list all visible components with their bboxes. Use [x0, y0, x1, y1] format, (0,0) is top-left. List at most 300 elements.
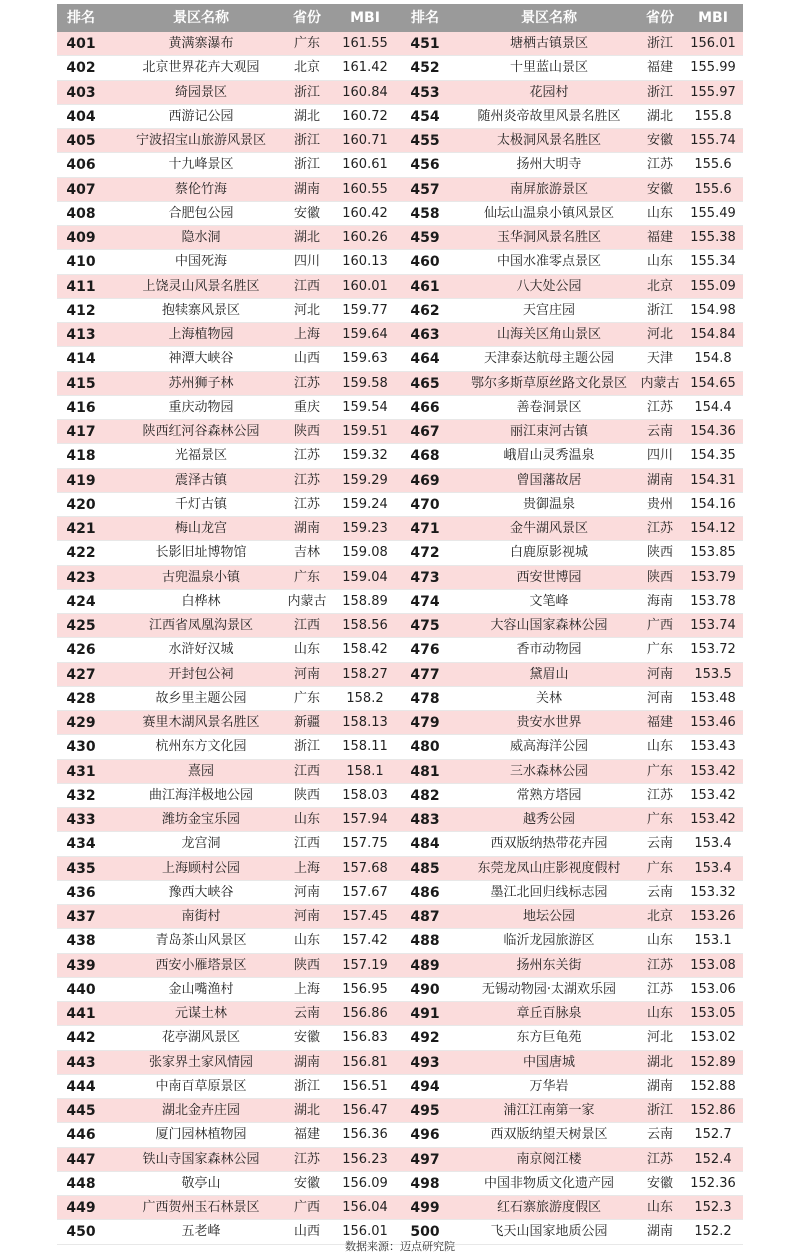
cell-mbi-left: 158.03: [342, 787, 388, 803]
cell-province-left: 陕西: [293, 787, 320, 803]
cell-mbi-right: 153.4: [694, 836, 732, 852]
cell-mbi-left: 156.51: [342, 1078, 388, 1094]
cell-province-left: 浙江: [293, 133, 320, 148]
cell-rank-right: 493: [410, 1054, 440, 1071]
table-row: [57, 857, 743, 881]
cell-mbi-right: 153.42: [690, 812, 736, 827]
cell-province-left: 四川: [293, 254, 320, 270]
cell-mbi-right: 152.2: [694, 1224, 732, 1240]
cell-name-right: 扬州东关街: [516, 957, 582, 973]
cell-province-right: 浙江: [646, 84, 673, 100]
cell-mbi-left: 159.29: [342, 472, 388, 488]
cell-province-left: 广西: [293, 1200, 320, 1215]
cell-name-right: 善卷洞景区: [516, 399, 582, 415]
cell-mbi-right: 153.4: [694, 860, 732, 876]
cell-mbi-right: 152.7: [694, 1127, 732, 1143]
cell-mbi-left: 158.13: [342, 715, 388, 730]
header-mbi-right: MBI: [698, 10, 728, 26]
cell-name-left: 广西贺州玉石林景区: [142, 1200, 260, 1215]
cell-mbi-right: 154.65: [690, 375, 736, 391]
table-row: [57, 1123, 743, 1147]
cell-name-left: 蔡伦竹海: [174, 181, 227, 197]
cell-province-left: 安徽: [293, 1175, 320, 1191]
cell-mbi-left: 159.04: [342, 569, 388, 585]
cell-mbi-right: 155.99: [690, 60, 736, 76]
cell-province-left: 陕西: [293, 957, 320, 973]
header-rank-left: 排名: [67, 10, 95, 26]
cell-rank-right: 481: [410, 763, 440, 780]
table-row: [57, 760, 743, 784]
cell-name-right: 无锡动物园·太湖欢乐园: [481, 981, 617, 997]
cell-name-right: 八大处公园: [516, 278, 582, 294]
cell-rank-left: 410: [66, 254, 96, 271]
cell-rank-left: 420: [66, 496, 96, 513]
table-row: [57, 275, 743, 299]
cell-rank-right: 485: [410, 860, 440, 877]
cell-name-left: 花亭湖风景区: [161, 1030, 240, 1046]
cell-province-left: 山东: [293, 933, 320, 949]
cell-name-left: 杭州东方文化园: [155, 739, 247, 755]
cell-province-left: 浙江: [293, 157, 320, 173]
cell-name-left: 光福景区: [174, 448, 227, 464]
cell-province-left: 江苏: [293, 1151, 320, 1167]
table-row: [57, 347, 743, 371]
cell-rank-left: 401: [66, 36, 96, 52]
cell-mbi-left: 159.24: [342, 496, 388, 512]
cell-province-right: 湖南: [646, 1078, 673, 1094]
cell-province-right: 北京: [646, 278, 673, 294]
cell-rank-left: 449: [66, 1200, 96, 1216]
cell-name-left: 合肥包公园: [168, 205, 234, 221]
cell-province-right: 广西: [646, 618, 673, 633]
cell-name-left: 白桦林: [181, 593, 221, 609]
cell-name-left: 青岛茶山风景区: [155, 933, 247, 949]
cell-mbi-left: 159.77: [342, 302, 388, 318]
cell-rank-left: 450: [66, 1224, 96, 1241]
cell-rank-right: 472: [410, 545, 440, 562]
cell-name-left: 中国死海: [174, 254, 227, 270]
cell-name-left: 隐水洞: [181, 230, 221, 245]
cell-mbi-left: 156.09: [342, 1175, 388, 1191]
cell-mbi-left: 157.42: [342, 933, 388, 949]
cell-mbi-right: 155.6: [694, 181, 732, 197]
cell-rank-right: 488: [410, 933, 440, 950]
cell-name-left: 赛里木湖风景名胜区: [142, 715, 260, 730]
table-row: [57, 1002, 743, 1026]
cell-province-left: 上海: [293, 327, 320, 342]
cell-province-left: 浙江: [293, 84, 320, 100]
cell-name-left: 长影旧址博物馆: [155, 545, 247, 561]
cell-mbi-right: 152.89: [690, 1054, 736, 1070]
cell-province-right: 江苏: [646, 1151, 673, 1167]
table-row: [57, 129, 743, 153]
cell-rank-left: 440: [66, 981, 96, 998]
table-row: [57, 663, 743, 687]
cell-rank-right: 459: [410, 230, 440, 246]
cell-province-left: 北京: [293, 60, 320, 76]
cell-province-left: 河南: [293, 666, 320, 682]
cell-rank-right: 469: [410, 472, 440, 489]
cell-rank-right: 489: [410, 957, 440, 974]
table-row: [57, 32, 743, 56]
table-row: [57, 1099, 743, 1123]
cell-mbi-left: 159.63: [342, 351, 388, 367]
cell-name-right: 常熟方塔园: [516, 787, 582, 803]
cell-name-left: 苏州狮子林: [168, 375, 234, 391]
cell-mbi-right: 155.8: [694, 108, 732, 124]
cell-rank-right: 451: [410, 36, 440, 52]
cell-name-right: 山海关区角山景区: [496, 327, 601, 342]
cell-name-right: 南京阅江楼: [516, 1151, 582, 1167]
cell-name-right: 文笔峰: [529, 593, 569, 609]
cell-mbi-right: 152.4: [694, 1151, 732, 1167]
cell-name-left: 西游记公园: [168, 108, 234, 124]
table-row: [57, 614, 743, 638]
cell-rank-right: 476: [410, 642, 440, 659]
table-row: [57, 1051, 743, 1075]
cell-province-right: 云南: [646, 424, 673, 439]
cell-rank-left: 412: [66, 302, 96, 319]
cell-mbi-left: 159.32: [342, 448, 388, 464]
cell-rank-left: 436: [66, 884, 96, 901]
cell-name-right: 仙坛山温泉小镇风景区: [483, 205, 614, 221]
cell-province-left: 山西: [293, 351, 320, 367]
cell-name-left: 曲江海洋极地公园: [148, 787, 253, 803]
ranking-table-body: [57, 32, 743, 1245]
cell-province-right: 江苏: [646, 521, 673, 536]
table-row: [57, 299, 743, 323]
cell-mbi-right: 154.35: [690, 448, 736, 464]
cell-mbi-left: 160.01: [342, 278, 388, 294]
cell-province-right: 河南: [646, 666, 673, 682]
cell-name-right: 白鹿原影视城: [509, 545, 588, 561]
table-header: [57, 4, 743, 32]
cell-mbi-left: 156.47: [342, 1103, 388, 1118]
cell-rank-right: 454: [410, 108, 440, 125]
table-row: [57, 905, 743, 929]
cell-rank-left: 444: [66, 1078, 96, 1095]
cell-province-left: 湖南: [293, 1054, 320, 1070]
cell-mbi-right: 154.36: [690, 424, 736, 439]
cell-province-left: 湖北: [293, 1103, 320, 1118]
cell-province-right: 四川: [646, 448, 673, 464]
cell-rank-right: 480: [410, 739, 440, 756]
cell-name-left: 中南百草原景区: [155, 1078, 247, 1094]
cell-name-left: 金山嘴渔村: [168, 981, 234, 997]
cell-name-right: 中国唐城: [522, 1054, 575, 1070]
cell-rank-right: 484: [410, 836, 440, 853]
cell-province-left: 河南: [293, 909, 320, 924]
cell-province-right: 浙江: [646, 1103, 673, 1118]
cell-rank-right: 460: [410, 254, 440, 271]
cell-name-left: 十九峰景区: [168, 157, 234, 173]
cell-province-left: 福建: [293, 1127, 320, 1143]
cell-mbi-right: 153.05: [690, 1006, 736, 1021]
cell-province-right: 云南: [646, 884, 673, 900]
cell-name-right: 威高海洋公园: [509, 739, 588, 755]
cell-province-left: 江西: [293, 618, 320, 633]
cell-province-right: 山东: [646, 1006, 673, 1021]
cell-mbi-left: 160.61: [342, 157, 388, 173]
cell-province-left: 江苏: [293, 448, 320, 464]
cell-name-right: 西安世博园: [516, 569, 582, 585]
cell-rank-right: 492: [410, 1030, 440, 1047]
cell-rank-left: 446: [66, 1127, 96, 1144]
cell-rank-left: 406: [66, 157, 96, 174]
cell-rank-left: 419: [66, 472, 96, 489]
cell-mbi-left: 158.89: [342, 593, 388, 609]
table-row: [57, 56, 743, 80]
cell-mbi-right: 152.3: [694, 1200, 732, 1215]
cell-mbi-left: 160.72: [342, 108, 388, 124]
table-row: [57, 105, 743, 129]
cell-name-right: 大容山国家森林公园: [490, 618, 608, 633]
cell-name-left: 水浒好汉城: [168, 642, 234, 658]
cell-rank-left: 422: [66, 545, 96, 562]
table-row: [57, 711, 743, 735]
cell-mbi-left: 156.04: [342, 1200, 388, 1215]
cell-mbi-left: 157.19: [342, 957, 388, 973]
cell-name-left: 开封包公祠: [168, 666, 234, 682]
cell-province-right: 云南: [646, 836, 673, 852]
cell-province-left: 江西: [293, 278, 320, 294]
cell-province-left: 山东: [293, 812, 320, 827]
cell-name-left: 敬亭山: [181, 1175, 221, 1191]
cell-province-left: 山西: [293, 1224, 320, 1240]
cell-rank-left: 413: [66, 327, 96, 343]
cell-name-right: 金牛湖风景区: [509, 521, 588, 536]
cell-name-left: 五老峰: [181, 1224, 221, 1240]
cell-rank-right: 497: [410, 1151, 440, 1168]
table-row: [57, 735, 743, 759]
cell-province-left: 内蒙古: [287, 593, 327, 609]
header-mbi-left: MBI: [350, 10, 380, 26]
cell-province-right: 山东: [646, 205, 673, 221]
cell-mbi-left: 160.26: [342, 230, 388, 245]
table-row: [57, 541, 743, 565]
cell-province-left: 湖北: [293, 108, 320, 124]
cell-rank-right: 475: [410, 618, 440, 634]
cell-name-left: 千灯古镇: [174, 496, 227, 512]
cell-mbi-left: 160.84: [342, 84, 388, 100]
cell-province-right: 天津: [646, 351, 673, 367]
cell-rank-left: 404: [66, 108, 96, 125]
cell-mbi-left: 159.08: [342, 545, 388, 561]
cell-province-right: 山东: [646, 1200, 673, 1215]
cell-rank-right: 498: [410, 1175, 440, 1192]
cell-rank-right: 479: [410, 715, 440, 731]
cell-province-right: 安徽: [646, 1175, 673, 1191]
cell-province-right: 河北: [646, 327, 673, 342]
cell-mbi-left: 156.95: [342, 981, 388, 997]
cell-name-left: 故乡里主题公园: [155, 690, 247, 706]
cell-rank-right: 487: [410, 909, 440, 925]
cell-province-left: 上海: [293, 981, 320, 997]
cell-province-right: 陕西: [646, 569, 673, 585]
cell-mbi-left: 160.71: [342, 133, 388, 148]
table-row: [57, 250, 743, 274]
cell-name-left: 熹园: [187, 763, 214, 779]
table-row: [57, 881, 743, 905]
cell-mbi-right: 153.85: [690, 545, 736, 561]
cell-mbi-right: 153.48: [690, 690, 736, 706]
header-province-right: 省份: [646, 10, 674, 26]
cell-rank-left: 428: [66, 690, 96, 707]
table-row: [57, 978, 743, 1002]
cell-rank-left: 433: [66, 812, 96, 828]
cell-mbi-right: 153.46: [690, 715, 736, 730]
cell-mbi-right: 155.38: [690, 230, 736, 245]
cell-province-right: 广东: [646, 763, 673, 779]
cell-name-right: 鄂尔多斯草原丝路文化景区: [470, 375, 627, 391]
cell-mbi-right: 154.8: [694, 351, 732, 367]
cell-name-right: 东方巨龟苑: [516, 1030, 582, 1046]
cell-name-left: 厦门园林植物园: [155, 1127, 247, 1143]
cell-rank-right: 474: [410, 593, 440, 610]
cell-name-left: 梅山龙宫: [174, 521, 227, 536]
cell-rank-left: 442: [66, 1030, 96, 1047]
cell-mbi-right: 155.34: [690, 254, 736, 270]
cell-mbi-right: 152.86: [690, 1103, 736, 1118]
cell-rank-left: 415: [66, 375, 96, 392]
cell-province-left: 江西: [293, 763, 320, 779]
table-row: [57, 929, 743, 953]
cell-name-left: 黄满寨瀑布: [168, 36, 234, 51]
cell-mbi-right: 152.88: [690, 1078, 736, 1094]
cell-rank-right: 464: [410, 351, 440, 368]
cell-name-right: 越秀公园: [522, 812, 575, 827]
cell-name-right: 天津泰达航母主题公园: [483, 351, 614, 367]
cell-mbi-right: 153.43: [690, 739, 736, 755]
cell-rank-left: 434: [66, 836, 96, 853]
cell-mbi-left: 157.67: [342, 884, 388, 900]
cell-rank-left: 407: [66, 181, 96, 198]
cell-province-left: 上海: [293, 860, 320, 876]
table-row: [57, 517, 743, 541]
table-row: [57, 832, 743, 856]
cell-mbi-left: 159.54: [342, 399, 388, 415]
cell-name-right: 玉华洞风景名胜区: [496, 230, 601, 245]
cell-mbi-left: 158.42: [342, 642, 388, 658]
cell-mbi-right: 153.79: [690, 569, 736, 585]
cell-province-right: 山东: [646, 933, 673, 949]
cell-province-right: 浙江: [646, 36, 673, 51]
table-row: [57, 420, 743, 444]
cell-province-right: 浙江: [646, 302, 673, 318]
cell-mbi-left: 157.75: [342, 836, 388, 852]
cell-mbi-left: 160.13: [342, 254, 388, 270]
cell-rank-right: 494: [410, 1078, 440, 1095]
cell-name-left: 豫西大峡谷: [168, 884, 234, 900]
cell-name-right: 扬州大明寺: [516, 157, 582, 173]
cell-province-left: 吉林: [293, 545, 320, 561]
cell-name-right: 花园村: [529, 84, 569, 100]
cell-province-right: 湖北: [646, 108, 673, 124]
cell-name-right: 章丘百脉泉: [516, 1006, 582, 1021]
cell-name-left: 元谋土林: [174, 1006, 227, 1021]
cell-mbi-left: 158.1: [346, 763, 384, 779]
cell-rank-right: 486: [410, 884, 440, 901]
cell-rank-right: 491: [410, 1006, 440, 1022]
cell-province-left: 浙江: [293, 739, 320, 755]
cell-name-right: 太极洞风景名胜区: [496, 133, 601, 148]
cell-province-left: 云南: [293, 1006, 320, 1021]
cell-province-right: 福建: [646, 60, 673, 76]
cell-rank-left: 431: [66, 763, 96, 780]
cell-name-right: 墨江北回归线标志园: [490, 884, 608, 900]
cell-mbi-left: 157.94: [342, 812, 388, 827]
cell-rank-left: 426: [66, 642, 96, 659]
cell-mbi-left: 156.86: [342, 1006, 388, 1021]
cell-rank-left: 418: [66, 448, 96, 465]
table-row: [57, 372, 743, 396]
cell-rank-right: 456: [410, 157, 440, 174]
cell-name-left: 张家界土家风情园: [148, 1054, 253, 1070]
cell-mbi-right: 153.08: [690, 957, 736, 973]
cell-name-left: 北京世界花卉大观园: [142, 60, 260, 76]
header-province-left: 省份: [293, 10, 321, 26]
cell-mbi-left: 156.23: [342, 1151, 388, 1167]
cell-mbi-right: 153.26: [690, 909, 736, 924]
cell-province-right: 海南: [646, 593, 673, 609]
cell-mbi-left: 157.45: [342, 909, 388, 924]
cell-province-right: 湖南: [646, 1224, 673, 1240]
cell-province-left: 河北: [293, 302, 320, 318]
cell-rank-left: 423: [66, 569, 96, 586]
cell-rank-left: 439: [66, 957, 96, 974]
header-name-right: 景区名称: [521, 10, 577, 26]
cell-province-right: 福建: [646, 230, 673, 245]
cell-name-left: 上海顾村公园: [161, 860, 240, 876]
cell-rank-right: 482: [410, 787, 440, 804]
cell-province-right: 河北: [646, 1030, 673, 1046]
cell-mbi-right: 153.32: [690, 884, 736, 900]
cell-name-right: 地坛公园: [522, 909, 575, 924]
cell-rank-right: 467: [410, 424, 440, 440]
cell-name-left: 南街村: [181, 909, 221, 924]
cell-name-right: 丽江束河古镇: [509, 424, 588, 439]
cell-mbi-right: 153.78: [690, 593, 736, 609]
cell-mbi-left: 157.68: [342, 860, 388, 876]
cell-province-right: 贵州: [646, 496, 673, 512]
cell-rank-left: 435: [66, 860, 96, 877]
cell-rank-left: 448: [66, 1175, 96, 1192]
cell-rank-left: 430: [66, 739, 96, 756]
cell-mbi-right: 153.5: [694, 666, 732, 682]
cell-province-left: 新疆: [293, 715, 320, 730]
cell-province-left: 广东: [293, 36, 320, 51]
table-row: [57, 469, 743, 493]
table-row: [57, 954, 743, 978]
cell-rank-right: 461: [410, 278, 440, 295]
cell-rank-right: 499: [410, 1200, 440, 1216]
cell-province-right: 陕西: [646, 545, 673, 561]
cell-mbi-right: 154.98: [690, 302, 736, 318]
cell-name-left: 神潭大峡谷: [168, 351, 234, 367]
cell-rank-left: 411: [66, 278, 96, 295]
cell-rank-right: 453: [410, 84, 440, 101]
cell-rank-right: 455: [410, 133, 440, 149]
cell-province-left: 山东: [293, 642, 320, 658]
cell-name-right: 曾国藩故居: [516, 472, 582, 488]
cell-rank-left: 405: [66, 133, 96, 149]
cell-name-right: 随州炎帝故里风景名胜区: [477, 108, 621, 124]
cell-name-right: 天宫庄园: [522, 302, 575, 318]
cell-mbi-left: 158.11: [342, 739, 388, 755]
cell-mbi-left: 158.56: [342, 618, 388, 633]
cell-rank-left: 424: [66, 593, 96, 610]
cell-province-right: 福建: [646, 715, 673, 730]
